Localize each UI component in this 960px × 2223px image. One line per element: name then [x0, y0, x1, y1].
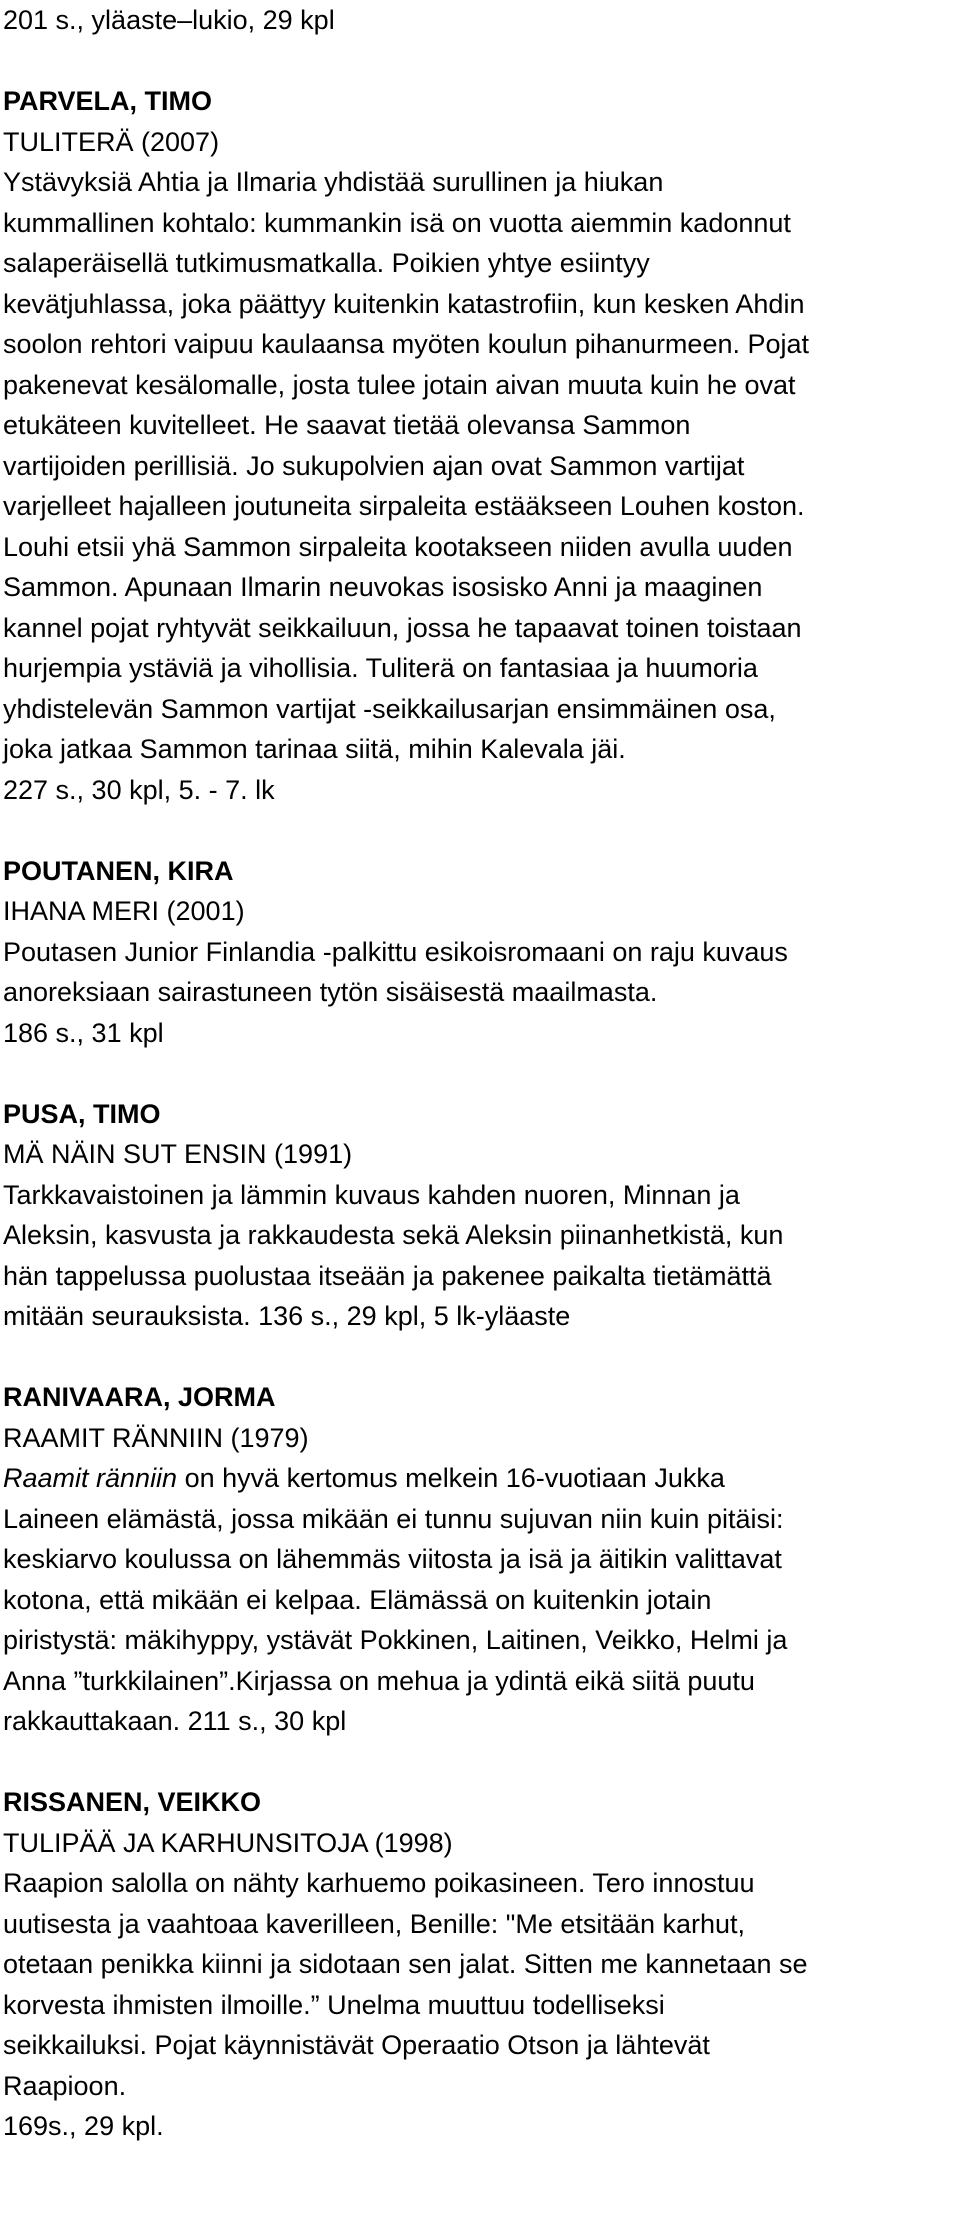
author-name: RISSANEN, VEIKKO	[3, 1787, 262, 1817]
description-line: mitään seurauksista. 136 s., 29 kpl, 5 lk-yläaste	[3, 1301, 571, 1331]
description-line: keskiarvo koulussa on lähemmäs viitosta ja isä ja äitikin valittavat	[3, 1544, 782, 1574]
description-line: varjelleet hajalleen joutuneita sirpaleita estääkseen Louhen koston.	[3, 491, 805, 521]
book-entry-ranivaara	[3, 1377, 953, 1742]
description-line: hurjempia ystäviä ja vihollisia. Tuliterä on fantasiaa ja huumoria	[3, 653, 758, 683]
book-details: rakkauttakaan. 211 s., 30 kpl	[3, 1706, 347, 1736]
description-line: Sammon. Apunaan Ilmarin neuvokas isosisko Anni ja maaginen	[3, 572, 763, 602]
book-title: TULIPÄÄ JA KARHUNSITOJA (1998)	[3, 1827, 453, 1858]
author-name: POUTANEN, KIRA	[3, 855, 234, 886]
description-line: yhdistelevän Sammon vartijat -seikkailusarjan ensimmäinen osa,	[3, 693, 776, 724]
author-name: RANIVAARA, JORMA	[3, 1382, 276, 1412]
book-details: 227 s., 30 kpl, 5. - 7. lk	[3, 774, 275, 805]
description-first-line	[3, 1458, 953, 1499]
description-line: Raapioon.	[3, 2070, 127, 2101]
description-line: etukäteen kuvitelleet. He saavat tietää olevansa Sammon	[3, 410, 691, 440]
description-line: anoreksiaan sairastuneen tytön sisäisestä maailmasta.	[3, 977, 658, 1007]
description-line: Louhi etsii yhä Sammon sirpaleita kootakseen niiden avulla uuden	[3, 531, 793, 562]
book-entry-parvela	[3, 81, 953, 810]
author-name: PARVELA, TIMO	[3, 86, 213, 116]
book-details: 186 s., 31 kpl	[3, 1017, 164, 1048]
description-line: salaperäisellä tutkimusmatkalla. Poikien yhtye esiintyy	[3, 248, 650, 278]
description-line-rest: on hyvä kertomus melkein 16-vuotiaan Jukka	[177, 1463, 725, 1493]
description-line: korvesta ihmisten ilmoille.” Unelma muuttuu todelliseksi	[3, 1989, 665, 2020]
description-line: kevätjuhlassa, joka päättyy kuitenkin katastrofiin, kun kesken Ahdin	[3, 288, 805, 319]
book-title: MÄ NÄIN SUT ENSIN (1991)	[3, 1139, 353, 1169]
description-line: Anna ”turkkilainen”.Kirjassa on mehua ja ydintä eikä siitä puutu	[3, 1665, 755, 1696]
description-line: Tarkkavaistoinen ja lämmin kuvaus kahden nuoren, Minnan ja	[3, 1179, 740, 1210]
intro-line: 201 s., yläaste–lukio, 29 kpl	[3, 5, 335, 35]
book-details: 169s., 29 kpl.	[3, 2111, 164, 2141]
description-line: Raapion salolla on nähty karhuemo poikasineen. Tero innostuu	[3, 1868, 755, 1898]
book-entry-rissanen	[3, 1782, 953, 2147]
book-entry-pusa	[3, 1094, 953, 1337]
book-title: IHANA MERI (2001)	[3, 896, 245, 926]
italic-book-title: Raamit ränniin	[3, 1463, 178, 1493]
description-line: uutisesta ja vaahtoaa kaverilleen, Benille: "Me etsitään karhut,	[3, 1908, 746, 1939]
description-line: Laineen elämästä, jossa mikään ei tunnu sujuvan niin kuin pitäisi:	[3, 1503, 784, 1534]
book-entry-poutanen	[3, 851, 953, 1054]
description-line: hän tappelussa puolustaa itseään ja pakenee paikalta tietämättä	[3, 1260, 772, 1291]
description-line: Aleksin, kasvusta ja rakkaudesta sekä Aleksin piinanhetkistä, kun	[3, 1220, 784, 1250]
description-line: kotona, että mikään ei kelpaa. Elämässä on kuitenkin jotain	[3, 1584, 712, 1615]
description-line: kannel pojat ryhtyvät seikkailuun, jossa he tapaavat toinen toistaan	[3, 612, 802, 643]
author-name: PUSA, TIMO	[3, 1098, 161, 1129]
description-line: Ystävyksiä Ahtia ja Ilmaria yhdistää surullinen ja hiukan	[3, 167, 664, 197]
book-title: TULITERÄ (2007)	[3, 126, 220, 157]
book-list-page	[3, 0, 953, 2147]
description-line: seikkailuksi. Pojat käynnistävät Operaatio Otson ja lähtevät	[3, 2030, 710, 2060]
description-line: joka jatkaa Sammon tarinaa siitä, mihin Kalevala jäi.	[3, 734, 626, 764]
description-line: kummallinen kohtalo: kummankin isä on vuotta aiemmin kadonnut	[3, 207, 791, 238]
description-line: otetaan penikka kiinni ja sidotaan sen jalat. Sitten me kannetaan se	[3, 1949, 808, 1979]
description-line: pakenevat kesälomalle, josta tulee jotain aivan muuta kuin he ovat	[3, 369, 796, 400]
description-line: soolon rehtori vaipuu kaulaansa myöten koulun pihanurmeen. Pojat	[3, 329, 810, 359]
book-title: RAAMIT RÄNNIIN (1979)	[3, 1422, 309, 1453]
description-line: vartijoiden perillisiä. Jo sukupolvien ajan ovat Sammon vartijat	[3, 450, 745, 481]
description-line: piristystä: mäkihyppy, ystävät Pokkinen, Laitinen, Veikko, Helmi ja	[3, 1625, 788, 1655]
description-line: Poutasen Junior Finlandia -palkittu esikoisromaani on raju kuvaus	[3, 936, 788, 967]
